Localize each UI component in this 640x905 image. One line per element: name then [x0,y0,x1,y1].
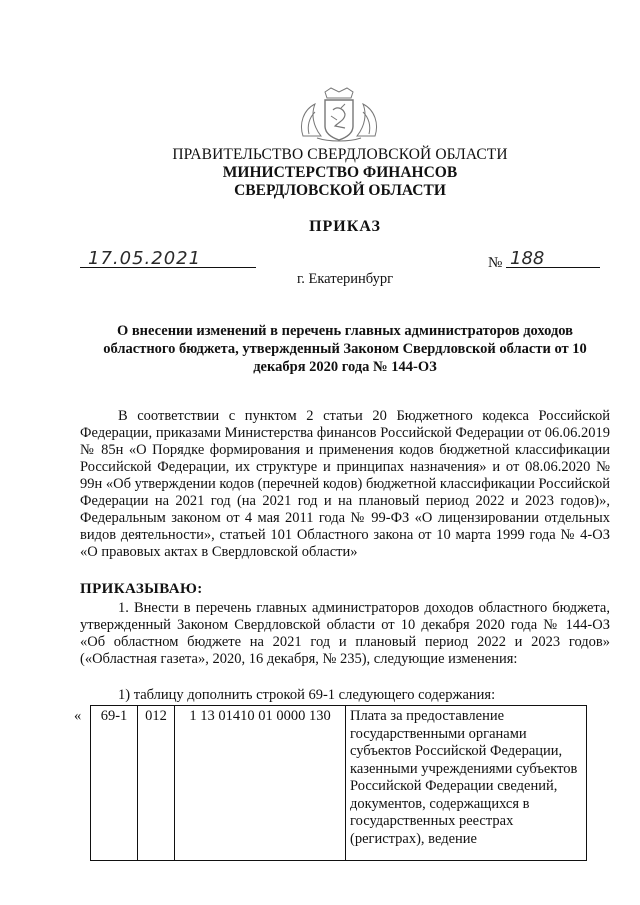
handwritten-date: 17.05.2021 [88,248,202,269]
income-name-cell: Плата за предоставление государственными органами субъектов Российской Федерации, казенными учреждениями субъектов Российской Федерации сведений, документов, содержащихся в государственных реестрах (регистрах), ведение [346,706,587,861]
document-title: О внесении изменений в перечень главных администраторов доходов областного бюджета, утвержденный Законом Свердловской области от 10 декабря 2020 года № 144-ОЗ [103,323,587,375]
order-word: ПРИКАЗЫВАЮ: [80,581,203,597]
date-underline [80,267,256,268]
number-label: № [488,255,503,271]
coat-of-arms-emblem [289,86,389,144]
admin-code-cell: 012 [138,706,175,861]
handwritten-number: 188 [510,248,545,269]
ministry-name: МИНИСТЕРСТВО ФИНАНСОВ [222,164,458,181]
amendment-table [74,705,587,861]
number-underline [506,267,600,268]
row-number-cell: 69-1 [91,706,138,861]
item-1-paragraph: 1. Внести в перечень главных администраторов доходов областного бюджета, утвержденный Законом Свердловской области от 10 декабря 2020 года № 144-ОЗ «Об областном бюджете на 2021 год и плановый период 2022 и 2023 годов» («Областная газета», 2020, 16 декабря, № 235), следующие изменения: [80,600,610,667]
table-row [74,706,587,861]
city: г. Екатеринбург [296,271,394,287]
preamble-paragraph: В соответствии с пунктом 2 статьи 20 Бюджетного кодекса Российской Федерации, приказами Министерства финансов Российской Федерации от 06.06.2019 № 85н «О Порядке формирования и применения кодов бюджетной классификации Российской Федерации, их структуре и принципах назначения» и от 08.06.2020 № 99н «Об утверждении кодов (перечней кодов) бюджетной классификации Российской Федерации на 2021 год (на 2021 год и на плановый период 2022 и 2023 годов)», Федеральным законом от 4 мая 2011 года № 99-ФЗ «О лицензировании отдельных видов деятельности», статьей 101 Областного закона от 10 марта 1999 года № 4-ОЗ «О правовых актах в Свердловской области» [80,408,610,560]
document-type: ПРИКАЗ [309,218,381,235]
subitem-1-paragraph: 1) таблицу дополнить строкой 69-1 следующего содержания: [118,687,496,703]
income-code-cell: 1 13 01410 01 0000 130 [175,706,346,861]
opening-quote: « [74,707,82,724]
ministry-region: СВЕРДЛОВСКОЙ ОБЛАСТИ [234,182,446,199]
government-name: ПРАВИТЕЛЬСТВО СВЕРДЛОВСКОЙ ОБЛАСТИ [172,146,508,163]
